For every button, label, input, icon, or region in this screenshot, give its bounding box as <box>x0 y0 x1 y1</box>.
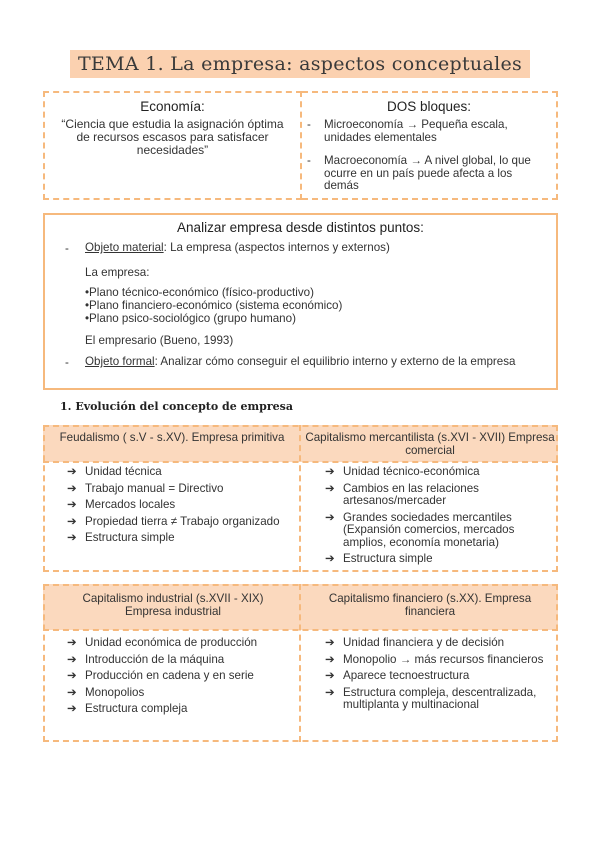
empresario-line: El empresario (Bueno, 1993) <box>85 334 234 347</box>
list-item: ➔ Unidad financiera y de decisión <box>325 636 505 649</box>
list-item: ➔ Monopolio → más recursos financieros <box>325 652 544 666</box>
arrow-icon: ➔ <box>67 685 77 699</box>
arrow-icon: ➔ <box>67 465 77 478</box>
list-item: ➔ Propiedad tierra ≠ Trabajo organizado <box>67 514 280 528</box>
arrow-icon: ➔ <box>325 510 335 524</box>
arrow-icon: ➔ <box>325 552 335 565</box>
analizar-box <box>43 213 558 390</box>
dash-bullet: - <box>65 356 69 369</box>
arrow-icon: ➔ <box>325 685 335 699</box>
arrow-icon: ➔ <box>325 652 335 666</box>
objeto-formal-text: : Analizar cómo conseguir el equilibrio interno y externo de la empresa <box>154 355 516 368</box>
plano-3: •Plano psico-sociológico (grupo humano) <box>85 312 296 325</box>
dash-bullet: - <box>65 242 69 255</box>
divider <box>299 425 301 572</box>
section-title: 1. Evolución del concepto de empresa <box>60 400 293 413</box>
list-item: ➔ Aparece tecnoestructura <box>325 669 470 682</box>
page-title: TEMA 1. La empresa: aspectos conceptuales <box>70 50 530 78</box>
table-list-left <box>65 466 290 549</box>
objeto-formal-label: Objeto formal <box>85 355 155 368</box>
list-item: ➔ Grandes sociedades mercantiles (Expansión comercios, mercados amplios, economía monetaria) <box>325 510 515 549</box>
divider <box>299 584 301 742</box>
list-item: ➔ Trabajo manual = Directivo <box>67 481 224 495</box>
table-list-left <box>65 637 295 720</box>
table-header-left: Feudalismo ( s.V - s.XV). Empresa primitiva <box>59 431 285 444</box>
evolution-table-1 <box>43 425 558 572</box>
arrow-icon: ➔ <box>325 465 335 478</box>
arrow-icon: ➔ <box>67 514 77 528</box>
list-item: ➔ Estructura compleja <box>67 702 188 715</box>
table-header-left: Capitalismo industrial (s.XVII - XIX) Empresa industrial <box>82 592 264 618</box>
title-wrap <box>0 50 600 78</box>
divider <box>43 584 45 742</box>
arrow-icon: ➔ <box>325 669 335 682</box>
arrow-icon: ➔ <box>67 481 77 495</box>
dos-bloques-heading: DOS bloques: <box>386 99 472 114</box>
arrow-icon: ➔ <box>67 636 77 649</box>
divider <box>556 425 558 572</box>
objeto-material-label: Objeto material <box>85 241 164 254</box>
la-empresa-label: La empresa: <box>85 266 150 279</box>
list-item: - Macroeconomía → A nivel global, lo que ocurre en un país puede afecta a los demás <box>324 155 548 193</box>
arrow-icon: ➔ <box>67 669 77 682</box>
arrow-icon: ➔ <box>325 636 335 649</box>
arrow-icon: ➔ <box>67 531 77 544</box>
list-item: ➔ Unidad técnico-económica <box>325 465 480 478</box>
objeto-formal-line <box>85 356 535 369</box>
list-item: ➔ Mercados locales <box>67 498 176 511</box>
list-item: ➔ Monopolios <box>67 685 145 699</box>
arrow-icon: ➔ <box>67 652 77 666</box>
table-header-right: Capitalismo financiero (s.XX). Empresa financiera <box>328 592 532 618</box>
evolution-table-2 <box>43 584 558 742</box>
table-list-right <box>323 466 545 570</box>
arrow-icon: ➔ <box>325 481 335 495</box>
list-item: ➔ Introducción de la máquina <box>67 652 225 666</box>
list-item: ➔ Unidad técnica <box>67 465 162 478</box>
divider <box>556 584 558 742</box>
arrow-icon: ➔ <box>67 702 77 715</box>
plano-2: •Plano financiero-económico (sistema económico) <box>85 299 343 312</box>
list-item: ➔ Estructura simple <box>67 531 175 544</box>
economia-heading: Economía: <box>140 99 205 114</box>
objeto-material-line <box>85 242 545 255</box>
list-item: ➔ Cambios en las relaciones artesanos/mercader <box>325 481 479 507</box>
list-item: ➔ Estructura simple <box>325 552 433 565</box>
list-item: ➔ Producción en cadena y en serie <box>67 669 254 682</box>
objeto-material-text: : La empresa (aspectos internos y externos) <box>163 241 390 254</box>
dos-bloques-box <box>302 91 558 200</box>
plano-1: •Plano técnico-económico (físico-productivo) <box>85 286 314 299</box>
list-item: ➔ Unidad económica de producción <box>67 636 258 649</box>
table-header-right: Capitalismo mercantilista (s.XVI - XVII) Empresa comercial <box>305 431 555 457</box>
analizar-heading: Analizar empresa desde distintos puntos: <box>177 220 424 235</box>
table-list-right <box>323 637 545 716</box>
arrow-icon: ➔ <box>67 498 77 511</box>
list-item: ➔ Estructura compleja, descentralizada, multiplanta y multinacional <box>325 685 537 711</box>
list-item: - Microeconomía → Pequeña escala, unidades elementales <box>324 119 548 144</box>
dos-bloques-list <box>302 119 556 193</box>
economia-box <box>43 91 302 200</box>
divider <box>43 425 45 572</box>
economia-quote: “Ciencia que estudia la asignación óptima de recursos escasos para satisfacer necesidades” <box>61 117 284 157</box>
